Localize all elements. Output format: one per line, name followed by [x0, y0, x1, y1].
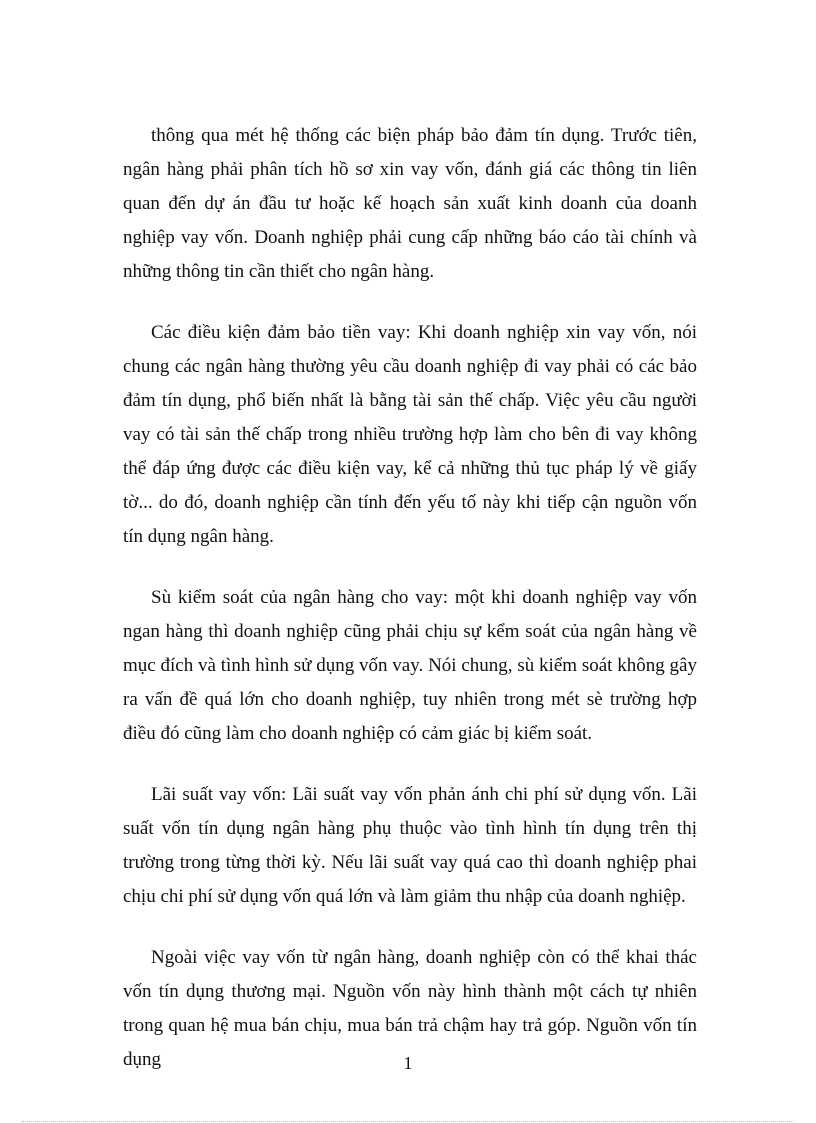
body-text: [123, 119, 697, 1077]
paragraph-bank-control: Sù kiểm soát của ngân hàng cho vay: một khi doanh nghiệp vay vốn ngan hàng thì doanh nghiệp cũng phải chịu sự kểm soát của ngân hàng về mục đích và tình hình sử dụng vốn vay. Nói chung, sù kiểm soát không gây ra vấn đề quá lớn cho doanh nghiệp, tuy nhiên trong mét sè trường hợp điều đó cũng làm cho doanh nghiệp có cảm giác bị kiểm soát.: [123, 587, 697, 744]
paragraph-bank-credit-procedure: thông qua mét hệ thống các biện pháp bảo đảm tín dụng. Trước tiên, ngân hàng phải phân tích hồ sơ xin vay vốn, đánh giá các thông tin liên quan đến dự án đầu tư hoặc kế hoạch sản xuất kinh doanh của doanh nghiệp vay vốn. Doanh nghiệp phải cung cấp những báo cáo tài chính và những thông tin cần thiết cho ngân hàng.: [123, 125, 697, 282]
paragraph-interest-rate: Lãi suất vay vốn: Lãi suất vay vốn phản ánh chi phí sử dụng vốn. Lãi suất vốn tín dụng ngân hàng phụ thuộc vào tình hình tín dụng trên thị trường trong từng thời kỳ. Nếu lãi suất vay quá cao thì doanh nghiệp phai chịu chi phí sử dụng vốn quá lớn và làm giảm thu nhập của doanh nghiệp.: [123, 784, 697, 907]
paragraph-loan-collateral-conditions: Các điều kiện đảm bảo tiền vay: Khi doanh nghiệp xin vay vốn, nói chung các ngân hàng thường yêu cầu doanh nghiệp đi vay phải có các bảo đảm tín dụng, phổ biến nhất là bằng tài sản thế chấp. Việc yêu cầu người vay có tài sản thế chấp trong nhiều trường hợp làm cho bên đi vay không thể đáp ứng được các điều kiện vay, kể cả những thủ tục pháp lý về giấy tờ... do đó, doanh nghiệp cần tính đến yếu tố này khi tiếp cận nguồn vốn tín dụng ngân hàng.: [123, 322, 697, 547]
paragraph-trade-credit: Ngoài việc vay vốn từ ngân hàng, doanh nghiệp còn có thể khai thác vốn tín dụng thương mại. Nguồn vốn này hình thành một cách tự nhiên trong quan hệ mua bán chịu, mua bán trả chậm hay trả góp. Nguồn vốn tín dụng: [123, 947, 697, 1070]
page-bottom-border: [22, 1121, 794, 1122]
page-number: 1: [403, 1053, 413, 1073]
